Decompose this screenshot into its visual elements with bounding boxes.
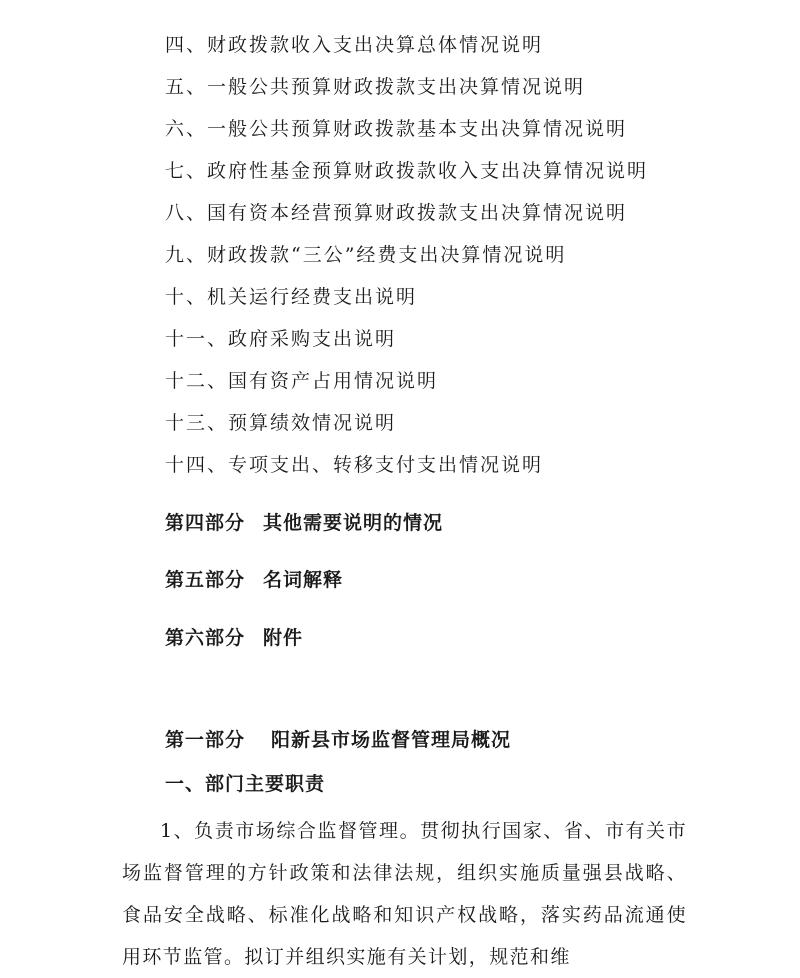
toc-item: 十二、国有资产占用情况说明 bbox=[165, 370, 439, 392]
toc-item: 十一、政府采购支出说明 bbox=[165, 328, 397, 350]
part-five-heading bbox=[165, 566, 343, 594]
toc-item: 九、财政拨款“三公”经费支出决算情况说明 bbox=[165, 244, 567, 266]
part-number: 第一部分 bbox=[165, 729, 246, 751]
table-of-contents bbox=[165, 30, 648, 492]
toc-item: 八、国有资本经营预算财政拨款支出决算情况说明 bbox=[165, 202, 628, 224]
part-number: 第六部分 bbox=[165, 627, 246, 649]
part-number: 第四部分 bbox=[165, 512, 246, 534]
part-number: 第五部分 bbox=[165, 569, 246, 591]
toc-item: 五、一般公共预算财政拨款支出决算情况说明 bbox=[165, 76, 586, 98]
part-title: 附件 bbox=[263, 627, 304, 649]
toc-item: 六、一般公共预算财政拨款基本支出决算情况说明 bbox=[165, 118, 628, 140]
toc-item: 十、机关运行经费支出说明 bbox=[165, 286, 418, 308]
part-one-heading bbox=[165, 726, 511, 754]
part-title: 名词解释 bbox=[263, 569, 344, 591]
section-heading: 一、部门主要职责 bbox=[165, 773, 326, 795]
toc-item: 四、财政拨款收入支出决算总体情况说明 bbox=[165, 34, 544, 56]
part-four-heading bbox=[165, 509, 443, 537]
toc-item: 七、政府性基金预算财政拨款收入支出决算情况说明 bbox=[165, 160, 649, 182]
part-title: 其他需要说明的情况 bbox=[263, 512, 444, 534]
part-title: 阳新县市场监督管理局概况 bbox=[271, 729, 512, 751]
part-six-heading bbox=[165, 624, 303, 652]
body-paragraph: 1、负责市场综合监督管理。贯彻执行国家、省、市有关市场监督管理的方针政策和法律法规，组织实施质量强县战略、食品安全战略、标准化战略和知识产权战略，落实药品流通使用环节监管。拟订并组织实施有关计划，规范和维 bbox=[122, 820, 687, 968]
toc-item: 十三、预算绩效情况说明 bbox=[165, 412, 397, 434]
toc-item: 十四、专项支出、转移支付支出情况说明 bbox=[165, 454, 544, 476]
